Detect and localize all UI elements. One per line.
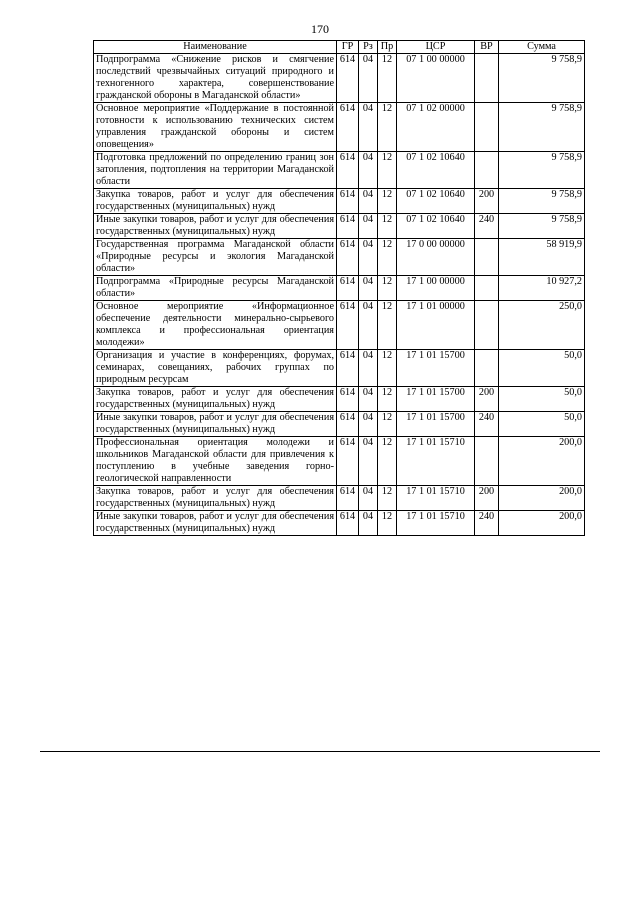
row-rz: 04 [359, 437, 378, 486]
header-gr: ГР [337, 41, 359, 54]
row-rz: 04 [359, 350, 378, 387]
header-sum: Сумма [499, 41, 585, 54]
table-row [94, 350, 585, 387]
row-pr: 12 [378, 214, 397, 239]
row-name: Иные закупки товаров, работ и услуг для обеспечения государственных (муниципальных) нужд [94, 511, 337, 536]
row-rz: 04 [359, 412, 378, 437]
row-gr: 614 [337, 412, 359, 437]
row-pr: 12 [378, 239, 397, 276]
row-name: Организация и участие в конференциях, форумах, семинарах, совещаниях, рабочих группах по природным ресурсам [94, 350, 337, 387]
row-name: Основное мероприятие «Информационное обеспечение деятельности минерально-сырьевого комплекса и профессиональная ориентация молодежи» [94, 301, 337, 350]
row-vr [475, 301, 499, 350]
header-vr: ВР [475, 41, 499, 54]
row-sum: 9 758,9 [499, 103, 585, 152]
row-gr: 614 [337, 437, 359, 486]
table-row [94, 103, 585, 152]
row-csr: 17 1 01 15700 [397, 412, 475, 437]
row-sum: 50,0 [499, 350, 585, 387]
row-rz: 04 [359, 301, 378, 350]
table-header [94, 41, 585, 54]
row-rz: 04 [359, 511, 378, 536]
row-gr: 614 [337, 387, 359, 412]
table-row [94, 437, 585, 486]
row-vr [475, 350, 499, 387]
row-pr: 12 [378, 54, 397, 103]
row-csr: 07 1 02 10640 [397, 214, 475, 239]
row-name: Закупка товаров, работ и услуг для обеспечения государственных (муниципальных) нужд [94, 387, 337, 412]
row-name: Подготовка предложений по определению границ зон затопления, подтопления на территории Магаданской области [94, 152, 337, 189]
row-csr: 17 1 01 15700 [397, 387, 475, 412]
row-vr [475, 239, 499, 276]
row-vr [475, 152, 499, 189]
header-csr: ЦСР [397, 41, 475, 54]
row-gr: 614 [337, 276, 359, 301]
row-sum: 200,0 [499, 486, 585, 511]
row-name: Закупка товаров, работ и услуг для обеспечения государственных (муниципальных) нужд [94, 189, 337, 214]
table-row [94, 152, 585, 189]
row-pr: 12 [378, 189, 397, 214]
row-gr: 614 [337, 301, 359, 350]
row-sum: 9 758,9 [499, 152, 585, 189]
row-sum: 200,0 [499, 511, 585, 536]
table-row [94, 486, 585, 511]
row-csr: 17 1 01 15710 [397, 437, 475, 486]
row-rz: 04 [359, 152, 378, 189]
row-rz: 04 [359, 189, 378, 214]
row-pr: 12 [378, 387, 397, 412]
row-rz: 04 [359, 214, 378, 239]
row-csr: 17 1 01 15710 [397, 511, 475, 536]
row-rz: 04 [359, 486, 378, 511]
row-csr: 17 0 00 00000 [397, 239, 475, 276]
row-name: Государственная программа Магаданской области «Природные ресурсы и экология Магаданской области» [94, 239, 337, 276]
row-gr: 614 [337, 54, 359, 103]
row-pr: 12 [378, 486, 397, 511]
header-row [94, 41, 585, 54]
row-gr: 614 [337, 350, 359, 387]
table-body [94, 54, 585, 536]
row-rz: 04 [359, 387, 378, 412]
row-gr: 614 [337, 103, 359, 152]
table-row [94, 239, 585, 276]
row-vr: 200 [475, 486, 499, 511]
row-vr: 200 [475, 387, 499, 412]
row-gr: 614 [337, 486, 359, 511]
row-sum: 9 758,9 [499, 54, 585, 103]
row-vr: 240 [475, 412, 499, 437]
row-vr [475, 437, 499, 486]
table-row [94, 189, 585, 214]
row-sum: 200,0 [499, 437, 585, 486]
budget-table [93, 40, 585, 536]
row-name: Основное мероприятие «Поддержание в постоянной готовности к использованию технических систем управления гражданской обороны и систем оповещения» [94, 103, 337, 152]
row-pr: 12 [378, 152, 397, 189]
row-sum: 58 919,9 [499, 239, 585, 276]
table-row [94, 54, 585, 103]
row-csr: 07 1 02 10640 [397, 189, 475, 214]
row-csr: 07 1 00 00000 [397, 54, 475, 103]
row-name: Подпрограмма «Снижение рисков и смягчение последствий чрезвычайных ситуаций природного и техногенного характера, совершенствование гражданской обороны в Магаданской области» [94, 54, 337, 103]
row-rz: 04 [359, 103, 378, 152]
row-gr: 614 [337, 511, 359, 536]
row-name: Подпрограмма «Природные ресурсы Магаданской области» [94, 276, 337, 301]
row-csr: 07 1 02 00000 [397, 103, 475, 152]
row-vr: 240 [475, 511, 499, 536]
row-rz: 04 [359, 54, 378, 103]
row-sum: 9 758,9 [499, 214, 585, 239]
row-sum: 250,0 [499, 301, 585, 350]
row-vr: 240 [475, 214, 499, 239]
row-gr: 614 [337, 239, 359, 276]
row-gr: 614 [337, 152, 359, 189]
row-pr: 12 [378, 412, 397, 437]
row-name: Иные закупки товаров, работ и услуг для обеспечения государственных (муниципальных) нужд [94, 214, 337, 239]
row-name: Иные закупки товаров, работ и услуг для обеспечения государственных (муниципальных) нужд [94, 412, 337, 437]
row-rz: 04 [359, 276, 378, 301]
row-csr: 17 1 01 15710 [397, 486, 475, 511]
row-pr: 12 [378, 103, 397, 152]
row-pr: 12 [378, 350, 397, 387]
row-pr: 12 [378, 301, 397, 350]
row-pr: 12 [378, 437, 397, 486]
row-vr [475, 54, 499, 103]
page-number: 170 [311, 22, 329, 36]
row-vr [475, 276, 499, 301]
header-pr: Пр [378, 41, 397, 54]
row-gr: 614 [337, 189, 359, 214]
row-csr: 17 1 01 15700 [397, 350, 475, 387]
row-csr: 17 1 01 00000 [397, 301, 475, 350]
row-rz: 04 [359, 239, 378, 276]
footer-divider [40, 751, 600, 752]
row-sum: 50,0 [499, 387, 585, 412]
row-vr: 200 [475, 189, 499, 214]
row-pr: 12 [378, 276, 397, 301]
table-row [94, 214, 585, 239]
header-name: Наименование [94, 41, 337, 54]
row-pr: 12 [378, 511, 397, 536]
header-rz: Рз [359, 41, 378, 54]
table-row [94, 412, 585, 437]
table-row [94, 276, 585, 301]
row-sum: 10 927,2 [499, 276, 585, 301]
row-sum: 50,0 [499, 412, 585, 437]
row-name: Профессиональная ориентация молодежи и школьников Магаданской области для привлечения к поступлению в учебные заведения горно-геологической направленности [94, 437, 337, 486]
row-csr: 07 1 02 10640 [397, 152, 475, 189]
row-name: Закупка товаров, работ и услуг для обеспечения государственных (муниципальных) нужд [94, 486, 337, 511]
row-csr: 17 1 00 00000 [397, 276, 475, 301]
row-vr [475, 103, 499, 152]
row-sum: 9 758,9 [499, 189, 585, 214]
table-row [94, 511, 585, 536]
table-row [94, 301, 585, 350]
table-row [94, 387, 585, 412]
row-gr: 614 [337, 214, 359, 239]
